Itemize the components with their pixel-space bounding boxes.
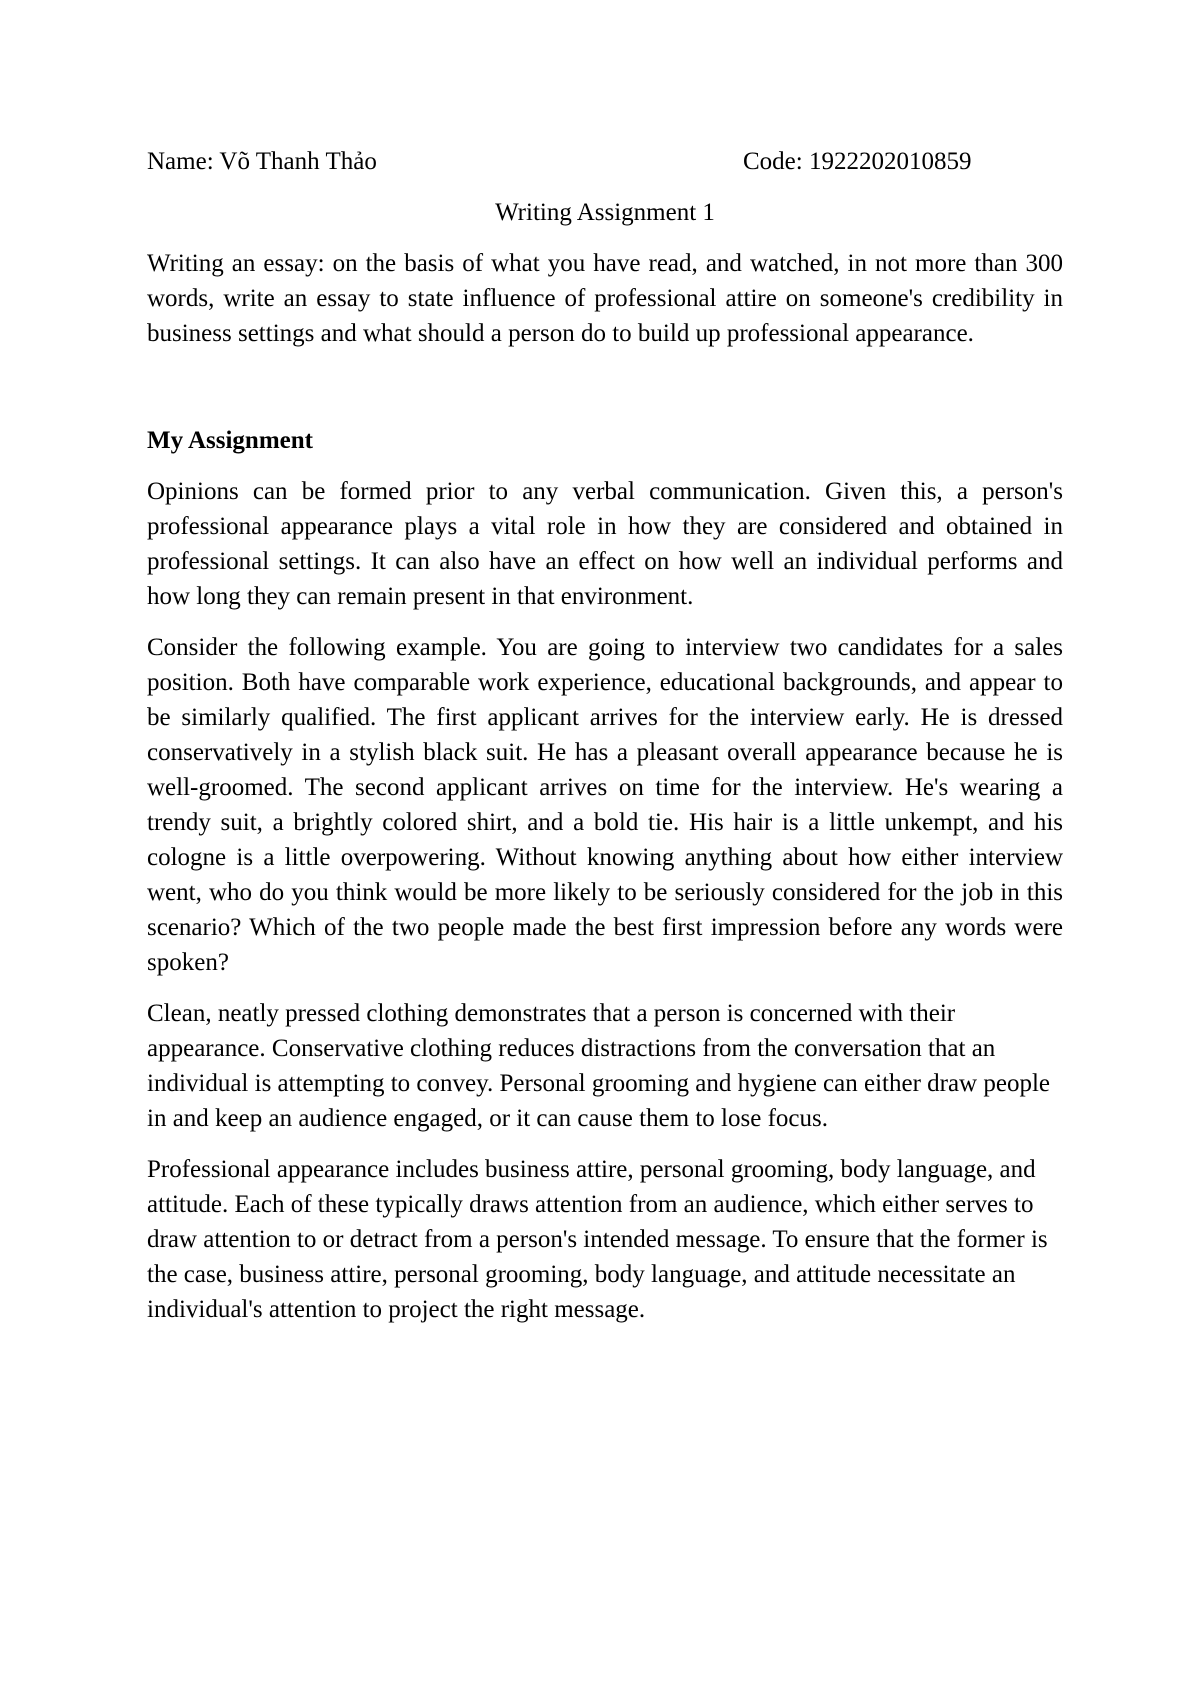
assignment-prompt: Writing an essay: on the basis of what you have read, and watched, in not more than 300 words, write an essay to state influence of professional attire on someone's credibility in business settings and what should a person do to build up professional appearance. xyxy=(147,250,1063,347)
essay-paragraph-1: Opinions can be formed prior to any verbal communication. Given this, a person's professional appearance plays a vital role in how they are considered and obtained in professional settings. It can also have an effect on how well an individual performs and how long they can remain present in that environment. xyxy=(147,478,1063,610)
assignment-title: Writing Assignment 1 xyxy=(495,199,715,226)
essay-paragraph-3: Clean, neatly pressed clothing demonstrates that a person is concerned with their appearance. Conservative clothing reduces distractions from the conversation that an individual is attempting to convey. Personal grooming and hygiene can either draw people in and keep an audience engaged, or it can cause them to lose focus. xyxy=(147,1000,1051,1132)
student-name: Name: Võ Thanh Thảo xyxy=(147,148,377,175)
student-info-row xyxy=(147,144,1063,179)
document-body xyxy=(147,144,1063,1327)
my-assignment-heading: My Assignment xyxy=(147,427,313,454)
student-code: Code: 1922202010859 xyxy=(743,148,972,175)
essay-paragraph-2: Consider the following example. You are going to interview two candidates for a sales position. Both have comparable work experience, educational backgrounds, and appear to be similarly qualified. The first applicant arrives for the interview early. He is dressed conservatively in a stylish black suit. He has a pleasant overall appearance because he is well-groomed. The second applicant arrives on time for the interview. He's wearing a trendy suit, a brightly colored shirt, and a bold tie. His hair is a little unkempt, and his cologne is a little overpowering. Without knowing anything about how either interview went, who do you think would be more likely to be seriously considered for the job in this scenario? Which of the two people made the best first impression before any words were spoken? xyxy=(147,634,1063,976)
essay-paragraph-4: Professional appearance includes business attire, personal grooming, body language, and attitude. Each of these typically draws attention from an audience, which either serves to draw attention to or detract from a person's intended message. To ensure that the former is the case, business attire, personal grooming, body language, and attitude necessitate an individual's attention to project the right message. xyxy=(147,1156,1048,1323)
